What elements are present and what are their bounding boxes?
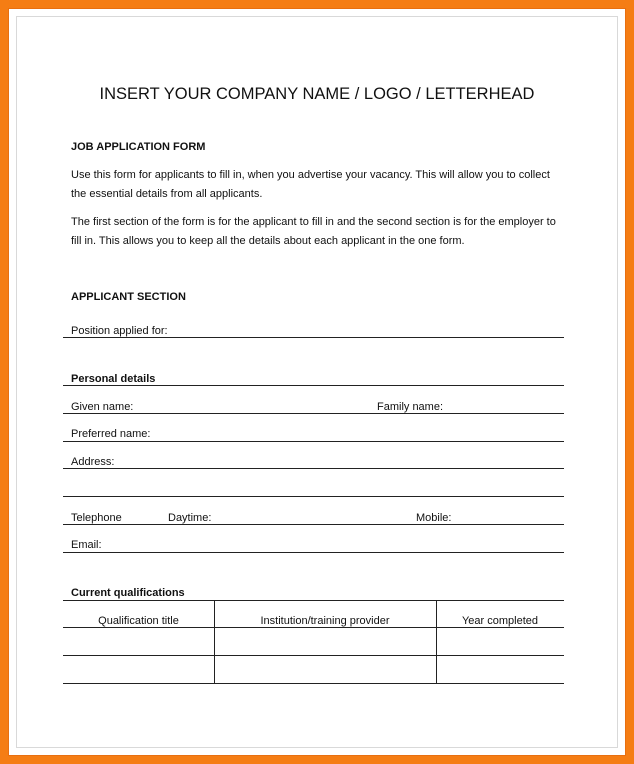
intro2-paragraph-line-2: fill in. This allows you to keep all the details about each applicant in the one form. xyxy=(71,235,465,247)
personal-details-rule xyxy=(63,385,564,386)
table-cell[interactable] xyxy=(437,628,564,654)
column-header-year-completed: Year completed xyxy=(461,615,539,627)
address-field-line-2[interactable] xyxy=(63,496,564,497)
family-name-label: Family name: xyxy=(377,401,444,413)
table-cell[interactable] xyxy=(437,656,564,682)
table-cell[interactable] xyxy=(215,656,436,682)
table-bottom-rule xyxy=(63,683,564,684)
intro2-paragraph-line-1: The first section of the form is for the applicant to fill in and the second section is for the employer to xyxy=(71,216,556,228)
address-field-line-1[interactable] xyxy=(63,468,564,469)
current-qualifications-title: Current qualifications xyxy=(71,587,185,599)
intro-paragraph-line-2: the essential details from all applicants. xyxy=(71,188,263,200)
mobile-label: Mobile: xyxy=(416,512,452,524)
table-top-rule xyxy=(63,600,564,601)
column-header-qualification-title: Qualification title xyxy=(98,615,179,627)
intro-paragraph-line-1: Use this form for applicants to fill in, when you advertise your vacancy. This will allow you to collect xyxy=(71,169,550,181)
name-field-line[interactable] xyxy=(63,413,564,414)
form-title: JOB APPLICATION FORM xyxy=(71,141,206,153)
daytime-label: Daytime: xyxy=(168,512,212,524)
telephone-field-line[interactable] xyxy=(63,524,564,525)
column-header-institution: Institution/training provider xyxy=(260,615,390,627)
address-label: Address: xyxy=(71,456,115,468)
preferred-name-field[interactable] xyxy=(63,441,564,442)
applicant-section-title: APPLICANT SECTION xyxy=(71,291,186,303)
table-cell[interactable] xyxy=(64,628,214,654)
telephone-label: Telephone xyxy=(71,512,122,524)
position-applied-field[interactable] xyxy=(63,337,564,338)
position-applied-label: Position applied for: xyxy=(71,325,168,337)
table-cell[interactable] xyxy=(215,628,436,654)
table-cell[interactable] xyxy=(64,656,214,682)
personal-details-title: Personal details xyxy=(71,373,156,385)
email-label: Email: xyxy=(71,539,102,551)
given-name-label: Given name: xyxy=(71,401,134,413)
preferred-name-label: Preferred name: xyxy=(71,428,151,440)
letterhead-placeholder: INSERT YOUR COMPANY NAME / LOGO / LETTERHEAD xyxy=(99,85,535,103)
email-field[interactable] xyxy=(63,552,564,553)
